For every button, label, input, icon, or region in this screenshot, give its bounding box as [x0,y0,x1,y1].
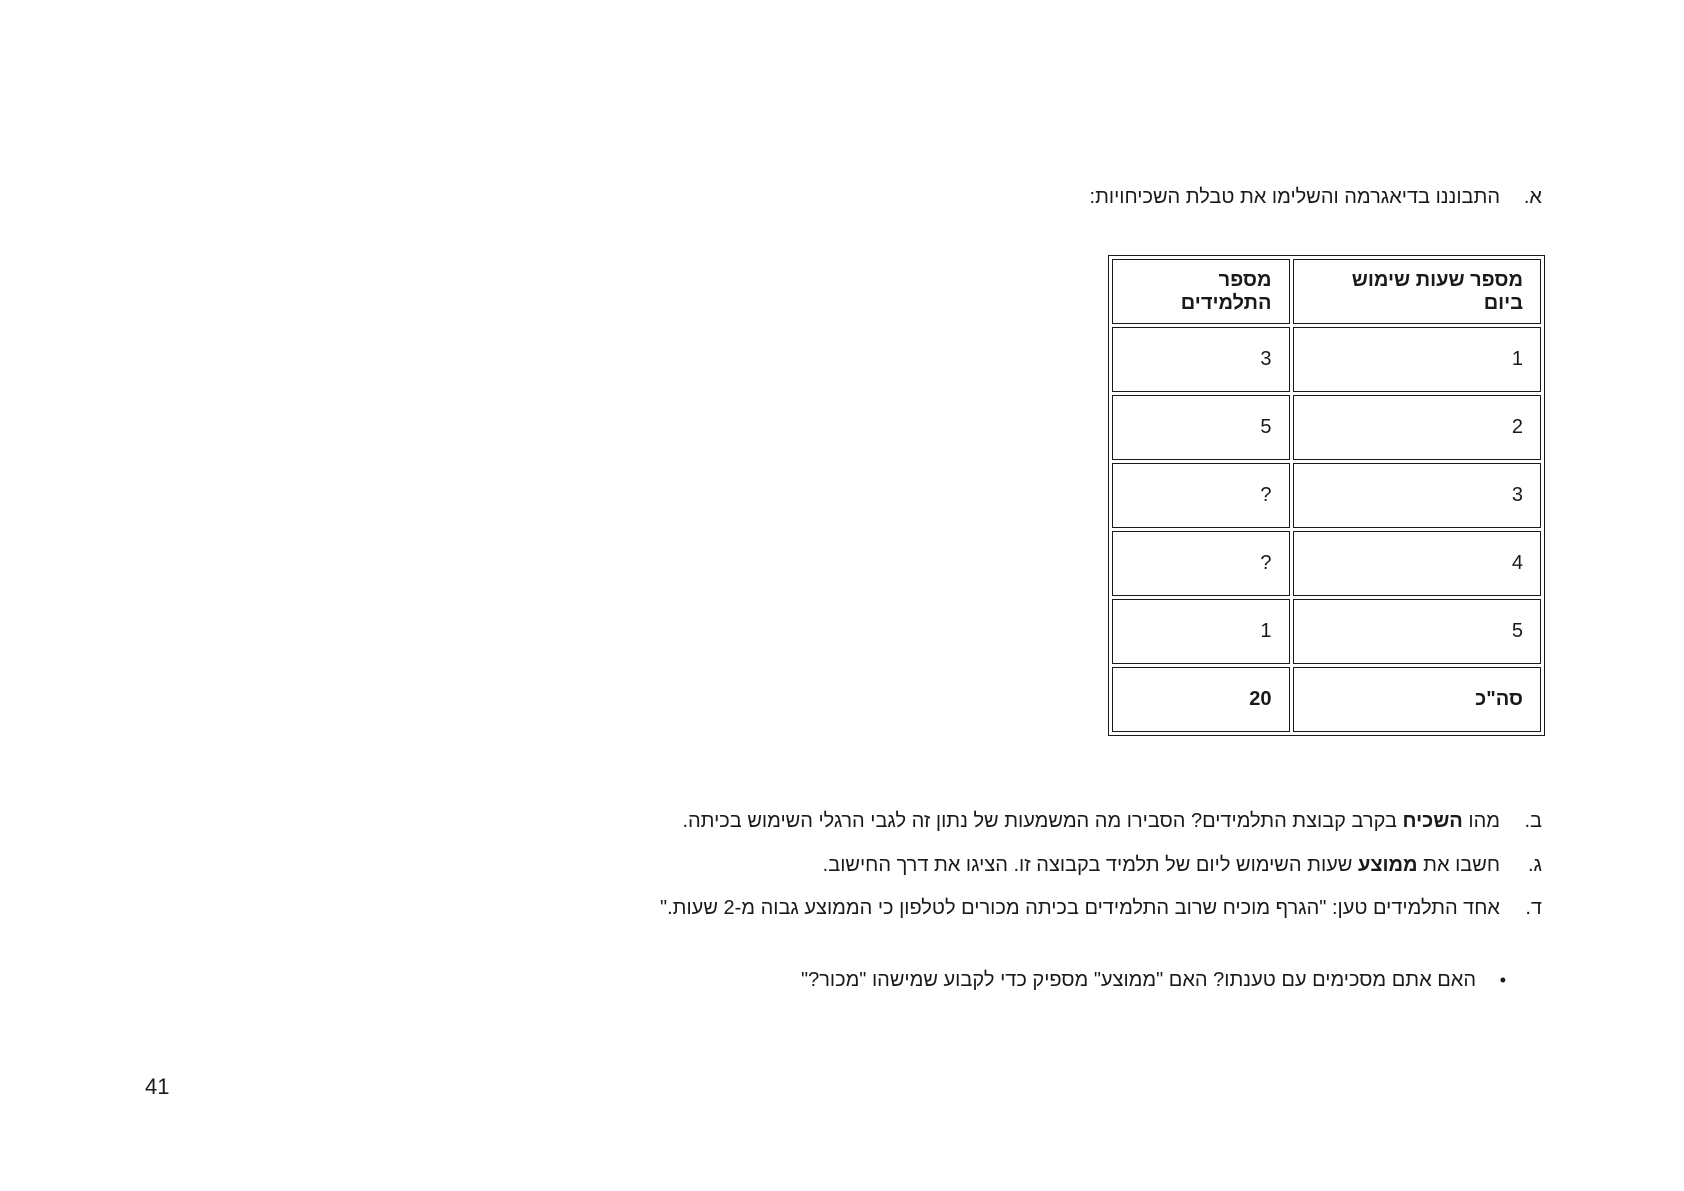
bullet-text: האם אתם מסכימים עם טענתו? האם "ממוצע" מספיק כדי לקבוע שמישהו "מכור?" [800,969,1476,991]
header-hours: מספר שעות שימוש ביום [1293,259,1541,324]
bullet-icon: • [1499,970,1506,990]
question-c [0,850,1684,880]
table-header-row [1112,259,1541,324]
cell-hours: 3 [1293,463,1541,528]
bullet-item [0,965,1684,995]
total-value: 20 [1112,667,1290,732]
question-a-label: א. [1523,186,1542,208]
table-row [1112,327,1541,392]
table-row [1112,531,1541,596]
cell-students: ? [1112,531,1290,596]
question-b [0,806,1684,836]
cell-students: 5 [1112,395,1290,460]
question-d-text: אחד התלמידים טען: "הגרף מוכיח שרוב התלמידים בכיתה מכורים לטלפון כי הממוצע גבוה מ-2 שעות." [660,897,1500,919]
cell-hours: 1 [1293,327,1541,392]
question-c-bold: ממוצע [1357,854,1418,876]
question-a [0,182,1684,212]
question-c-label: ג. [1527,854,1542,876]
question-d-label: ד. [1525,897,1542,919]
cell-hours: 4 [1293,531,1541,596]
question-c-text-before: חשבו את [1417,854,1500,876]
table-row [1112,395,1541,460]
page-number: 41 [145,1074,170,1099]
table-total-row [1112,667,1541,732]
cell-students: ? [1112,463,1290,528]
cell-students: 1 [1112,599,1290,664]
table-row [1112,463,1541,528]
question-d [0,893,1684,923]
cell-students: 3 [1112,327,1290,392]
question-b-label: ב. [1524,810,1542,832]
table-row [1112,599,1541,664]
cell-hours: 2 [1293,395,1541,460]
question-b-text [682,806,1500,836]
cell-hours: 5 [1293,599,1541,664]
header-students: מספר התלמידים [1112,259,1290,324]
total-label: סה"כ [1293,667,1541,732]
question-b-bold: השכיח [1402,810,1463,832]
question-b-text-after: בקרב קבוצת התלמידים? הסבירו מה המשמעות של נתון זה לגבי הרגלי השימוש בכיתה. [682,810,1403,832]
question-c-text-after: שעות השימוש ליום של תלמיד בקבוצה זו. הציגו את דרך החישוב. [822,854,1358,876]
frequency-table [1108,255,1545,736]
question-b-text-before: מהו [1462,810,1500,832]
question-a-text: התבוננו בדיאגרמה והשלימו את טבלת השכיחויות: [1089,186,1500,208]
question-c-text [823,850,1500,880]
